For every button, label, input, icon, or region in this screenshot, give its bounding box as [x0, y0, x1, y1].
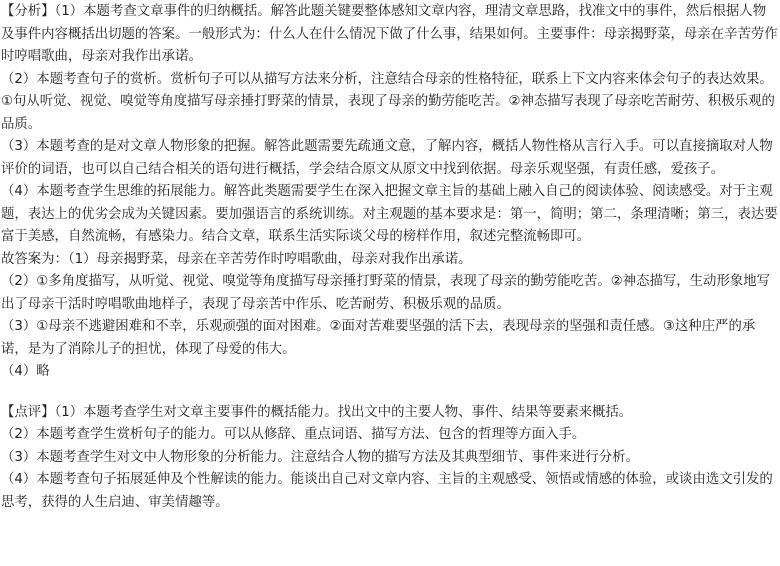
- answer-paragraph-3: （3）①母亲不逃避困难和不幸，乐观顽强的面对困难。②面对苦难要坚强的活下去，表现母亲的坚强和责任感。③这种庄严的承诺，是为了消除儿子的担忧，体现了母爱的伟大。: [1, 319, 756, 357]
- comment-paragraph-2: （2）本题考查学生赏析句子的能力。可以从修辞、重点词语、描写方法、包含的哲理等方面入手。: [1, 427, 586, 442]
- comment-paragraph-4: （4）本题考查句子拓展延伸及个性解读的能力。能谈出自己对文章内容、主旨的主观感受、领悟或情感的体验，或谈由选文引发的思考，获得的人生启迪、审美情趣等。: [1, 472, 773, 510]
- answer-paragraph-4: （4）略: [1, 364, 50, 379]
- analysis-section: [1, 1, 778, 384]
- analysis-paragraph-4: （4）本题考查学生思维的拓展能力。解答此类题需要学生在深入把握文章主旨的基础上融入自己的阅读体验、阅读感受。对于主观题，表达上的优劣会成为关键因素。要加强语言的系统训练。对主观题的基本要求是：第一，简明；第二，条理清晰；第三，表达要富于美感，自然流畅，有感染力。结合文章，联系生活实际谈父母的榜样作用，叙述完整流畅即可。: [1, 184, 778, 244]
- comment-paragraph-3: （3）本题考查学生对文中人物形象的分析能力。注意结合人物的描写方法及其典型细节、事件来进行分析。: [1, 449, 639, 465]
- answer-paragraph-1: 故答案为：（1）母亲揭野菜，母亲在辛苦劳作时哼唱歌曲，母亲对我作出承诺。: [1, 251, 472, 267]
- analysis-paragraph-2: （2）本题考查句子的赏析。赏析句子可以从描写方法来分析，注意结合母亲的性格特征，联系上下文内容来体会句子的表达效果。①句从听觉、视觉、嗅觉等角度描写母亲捶打野菜的情景，表现了母亲的勤劳能吃苦。②神态描写表现了母亲吃苦耐劳、积极乐观的品质。: [1, 71, 775, 132]
- analysis-paragraph-1: 【分析】（1）本题考查文章事件的归纳概括。解答此题关键要整体感知文章内容，理清文章思路，找准文中的事件，然后根据人物及事件内容概括出切题的答案。一般形式为：什么人在什么情况下做了什么事，结果如何。主要事件：母亲揭野菜，母亲在辛苦劳作时哼唱歌曲，母亲对我作出承诺。: [1, 4, 778, 64]
- comment-paragraph-1: 【点评】（1）本题考查学生对文章主要事件的概括能力。找出文中的主要人物、事件、结果等要素来概括。: [1, 404, 633, 420]
- analysis-paragraph-3: （3）本题考查的是对文章人物形象的把握。解答此题需要先疏通文意，了解内容，概括人物性格从言行入手。可以直接摘取对人物评价的词语，也可以自己结合相关的语句进行概括，学会结合原文从原文中找到依据。母亲乐观坚强，有责任感，爱孩子。: [1, 139, 773, 177]
- answer-paragraph-2: （2）①多角度描写，从听觉、视觉、嗅觉等角度描写母亲捶打野菜的情景，表现了母亲的勤劳能吃苦。②神态描写，生动形象地写出了母亲干活时哼唱歌曲地样子，表现了母亲苦中作乐、吃苦耐劳、积极乐观的品质。: [1, 274, 771, 312]
- section-gap: [1, 384, 778, 402]
- comment-section: [1, 402, 778, 515]
